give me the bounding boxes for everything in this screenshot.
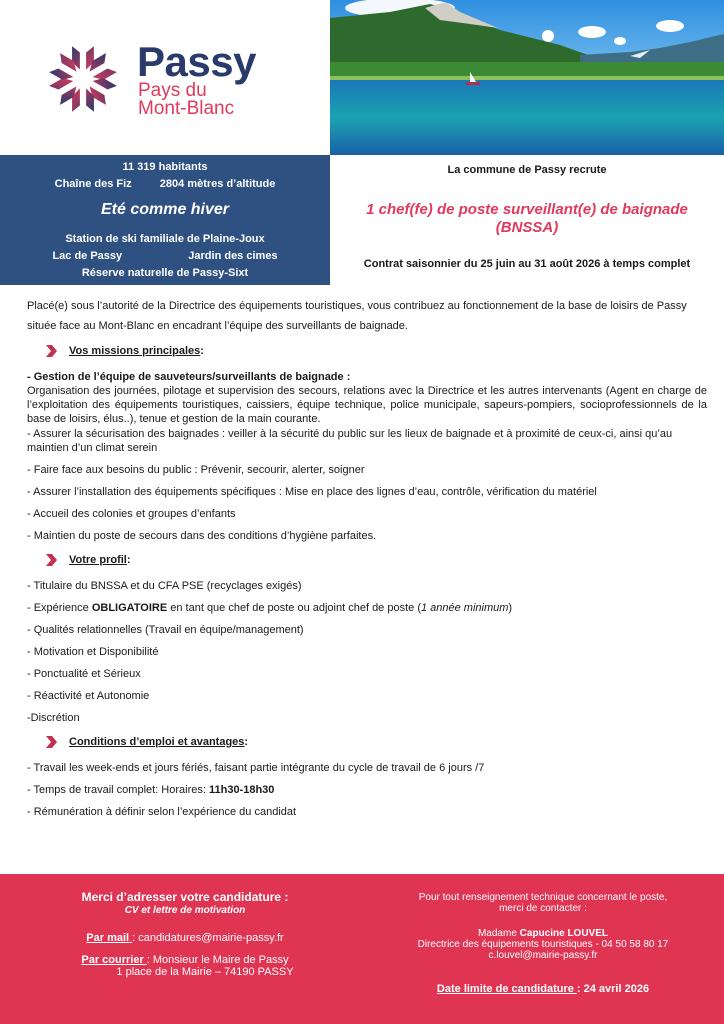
lake: Lac de Passy [52, 250, 123, 262]
mail-label: Par mail [86, 932, 133, 944]
profile-item: - Titulaire du BNSSA et du CFA PSE (recyclages exigés) [27, 580, 302, 592]
footer-address: 1 place de la Mairie – 74190 PASSY [116, 966, 294, 978]
logo-subtitle-line2: Mont-Blanc [138, 98, 235, 119]
logo-subtitle [138, 82, 234, 118]
missions-heading-suffix: : [200, 345, 204, 357]
profile-heading-text: Votre profil [69, 554, 127, 566]
passy-star-logo-icon [44, 40, 122, 118]
population: 11 319 habitants [122, 161, 208, 173]
logo-area [0, 0, 330, 155]
mail-value[interactable]: : candidatures@mairie-passy.fr [132, 932, 284, 944]
garden: Jardin des cimes [188, 250, 278, 262]
contact-role: Directrice des équipements touristiques - 04 50 58 80 17 [417, 939, 669, 950]
mission-gestion-title [27, 370, 707, 384]
hours-pre: - Temps de travail complet: Horaires: [27, 784, 209, 796]
missions-heading-text: Vos missions principales [69, 345, 201, 357]
hours-bold: 11h30-18h30 [208, 784, 275, 796]
job-title [330, 201, 724, 237]
exp-italic: 1 année minimum [420, 602, 509, 614]
mission-item: - Assurer l’installation des équipements spécifiques : Mise en place des lignes d’eau, contrôle, vérification du matériel [27, 486, 597, 498]
contract-info: Contrat saisonnier du 25 juin au 31 août 2026 à temps complet [363, 258, 691, 270]
job-title-line1: 1 chef(fe) de poste surveillant(e) de baignade [366, 201, 688, 218]
contact-name: Capucine LOUVEL [519, 928, 609, 939]
logo-subtitle-line1: Pays du [138, 80, 207, 101]
footer-left [0, 874, 370, 978]
contact-email[interactable]: c.louvel@mairie-passy.fr [488, 950, 598, 961]
condition-item: - Rémunération à définir selon l’expérience du candidat [27, 806, 297, 818]
town-info-box [0, 155, 330, 285]
mission-gestion-text: Organisation des journées, pilotage et supervision des secours, relations avec la Directrice et les autres intervenants (Agent en charge de l’exploitation des équipements touristiques, caissiers, équipe technique, police municipale, sapeurs-pompiers, socioprofessionnels de la base de loisirs, élus..), tenue et gestion de la main courante. [27, 385, 707, 425]
conditions-heading [45, 733, 707, 751]
profile-item: - Qualités relationnelles (Travail en équipe/management) [27, 624, 304, 636]
profile-item-experience [27, 601, 707, 615]
courrier-value: : Monsieur le Maire de Passy [146, 954, 289, 966]
exp-mid: en tant que chef de poste ou adjoint chef de poste ( [167, 602, 421, 614]
altitude: 2804 mètres d’altitude [159, 178, 276, 190]
profile-item: - Motivation et Disponibilité [27, 646, 159, 658]
mission-item: - Assurer la sécurisation des baignades : veiller à la sécurité du public sur les lieux de baignade et à proximité de ceux-ci, ainsi qu’au maintien d’un climat serein [27, 428, 673, 454]
chevron-right-icon [45, 736, 57, 748]
mission-item: - Accueil des colonies et groupes d’enfants [27, 508, 236, 520]
profile-item: - Réactivité et Autonomie [27, 690, 150, 702]
contact-line1: Pour tout renseignement technique concernant le poste, [418, 892, 668, 903]
nature-reserve: Réserve naturelle de Passy-Sixt [81, 267, 249, 279]
job-description [27, 296, 707, 827]
mission-item: - Faire face aux besoins du public : Prévenir, secourir, alerter, soigner [27, 464, 365, 476]
mountain-range: Chaîne des Fiz [54, 178, 132, 190]
footer-apply-title: Merci d’adresser votre candidature : [81, 890, 289, 904]
profile-item: -Discrétion [27, 712, 80, 724]
exp-post: ) [508, 602, 513, 614]
missions-heading [45, 342, 707, 360]
chevron-right-icon [45, 554, 57, 566]
condition-item: - Travail les week-ends et jours fériés, faisant partie intégrante du cycle de travail de 6 jours /7 [27, 762, 485, 774]
lake-garden-row [0, 250, 330, 262]
chevron-right-icon [45, 345, 57, 357]
condition-item-hours [27, 783, 707, 797]
recruiting-label: La commune de Passy recrute [447, 164, 607, 176]
profile-heading-suffix: : [126, 554, 131, 566]
mission-gestion-title-text: - Gestion de l’équipe de sauveteurs/surveillants de baignade : [27, 371, 351, 383]
conditions-heading-suffix: : [244, 736, 249, 748]
intro-paragraph: Placé(e) sous l’autorité de la Directrice des équipements touristiques, vous contribuez au fonctionnement de la base de loisirs de Passy située face au Mont-Blanc en encadrant l’équipe des surveillants de baignade. [27, 300, 687, 332]
conditions-heading-text: Conditions d’emploi et avantages [69, 736, 245, 748]
job-title-line2: (BNSSA) [495, 219, 559, 236]
contact-name-pre: Madame [477, 928, 520, 939]
footer-apply-subtitle: CV et lettre de motivation [124, 905, 246, 916]
footer-mail-row [0, 932, 370, 944]
lake-mountain-photo [330, 0, 724, 155]
range-altitude-row [0, 178, 330, 190]
contact-name-row [362, 928, 724, 939]
slogan: Eté comme hiver [100, 201, 230, 218]
logo-title: Passy [137, 38, 256, 85]
exp-bold: OBLIGATOIRE [91, 602, 168, 614]
courrier-label: Par courrier [81, 954, 147, 966]
contact-line2: merci de contacter : [499, 903, 587, 914]
profile-item: - Ponctualité et Sérieux [27, 668, 141, 680]
application-footer [0, 874, 724, 1024]
footer-courrier-row [0, 954, 370, 966]
job-header [330, 155, 724, 285]
exp-pre: - Expérience [27, 602, 92, 614]
ski-station: Station de ski familiale de Plaine-Joux [65, 233, 265, 245]
deadline-value: : 24 avril 2026 [576, 983, 650, 995]
deadline-row [362, 983, 724, 995]
profile-heading [45, 551, 707, 569]
mission-item: - Maintien du poste de secours dans des conditions d’hygiène parfaites. [27, 530, 377, 542]
footer-right [362, 874, 724, 995]
deadline-label: Date limite de candidature [436, 983, 577, 995]
